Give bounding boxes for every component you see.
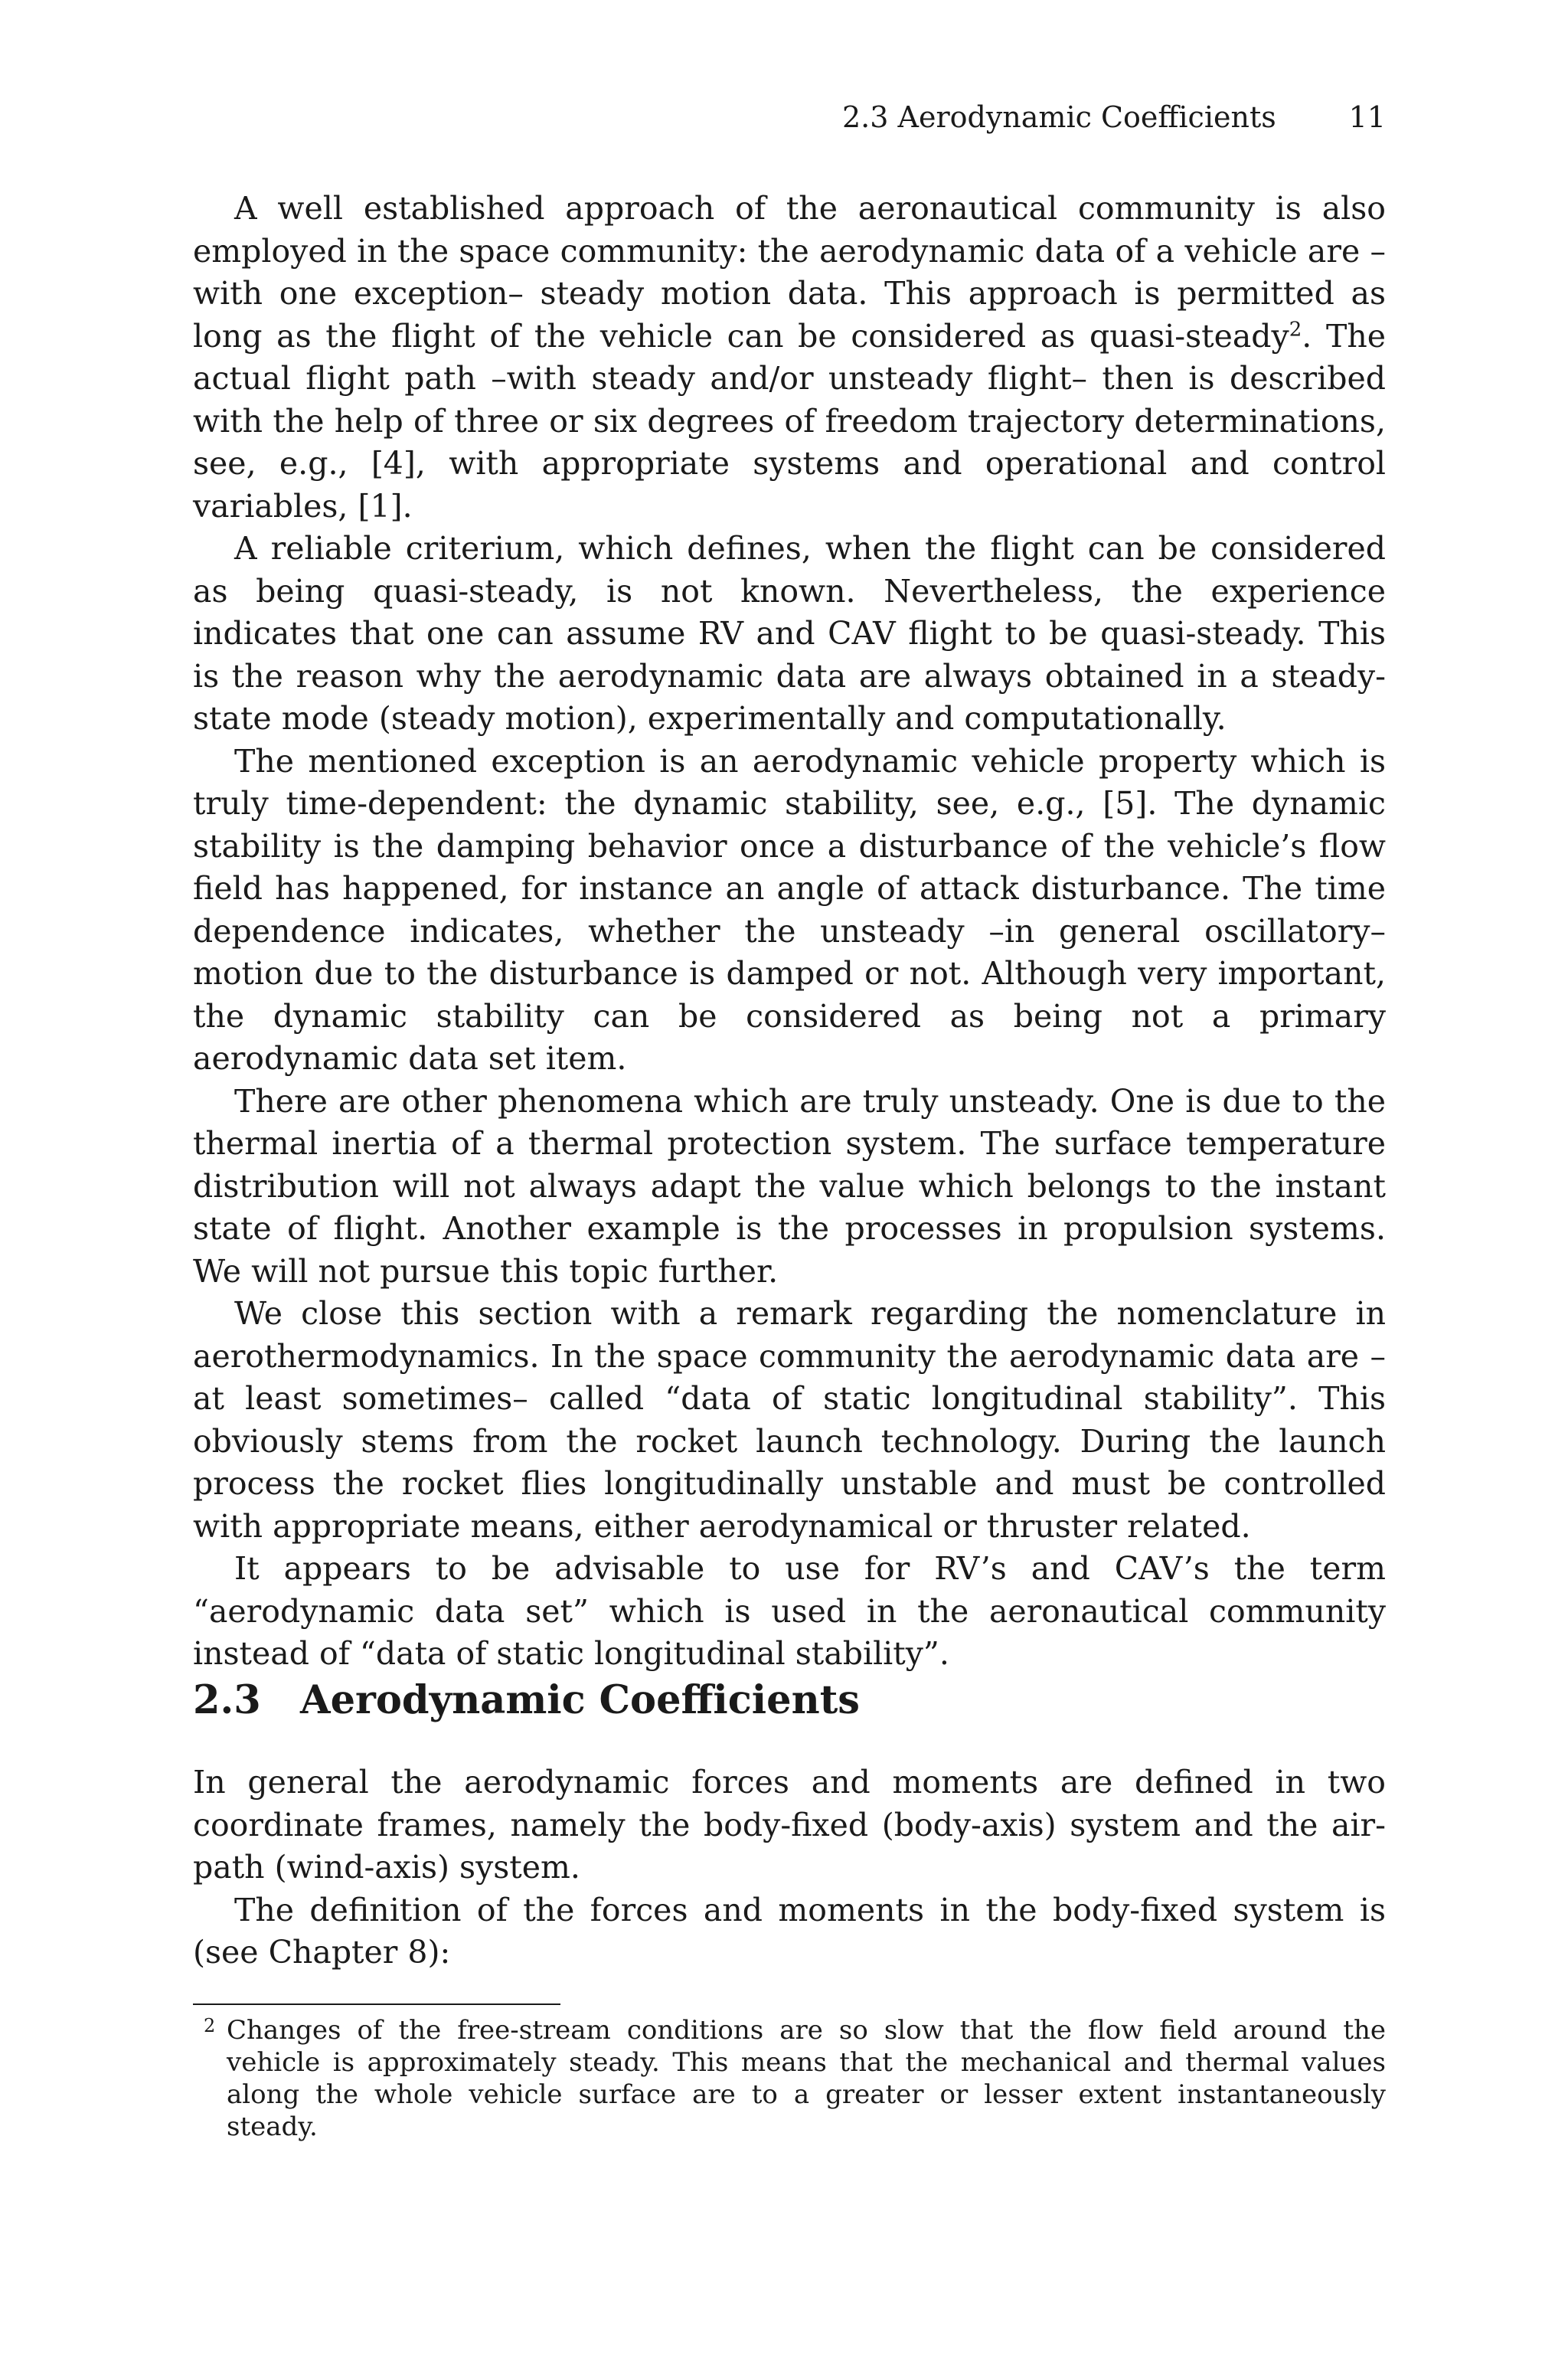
footnote-reference: 2: [1289, 317, 1302, 341]
body-text: [193, 188, 1386, 1676]
running-head-title: 2.3 Aerodynamic Coefficients: [842, 100, 1276, 134]
paragraph: [193, 188, 1386, 528]
section-title: Aerodynamic Coefficients: [300, 1677, 860, 1723]
section-paragraph: The definition of the forces and moments in the body-fixed system is (see Chapter 8):: [193, 1891, 1386, 1971]
page-number: 11: [1348, 100, 1386, 134]
section-paragraph: In general the aerodynamic forces and moments are defined in two coordinate frames, namely the body-fixed (body-axis) system and the air-path (wind-axis) system.: [193, 1764, 1386, 1886]
paragraph: We close this section with a remark regarding the nomenclature in aerothermodynamics. In the space community the aerodynamic data are –at least sometimes– called “data of static longitudinal stability”. This obviously stems from the rocket launch technology. During the launch process the rocket flies longitudinally unstable and must be controlled with appropriate means, either aerodynamical or thruster related.: [193, 1295, 1386, 1545]
paragraph: There are other phenomena which are truly unsteady. One is due to the thermal inertia of a thermal protection system. The surface temperature distribution will not always adapt the value which belongs to the instant state of flight. Another example is the processes in propulsion systems. We will not pursue this topic further.: [193, 1082, 1386, 1290]
footnote-mark: 2: [204, 2015, 216, 2036]
section-heading: [193, 1673, 1386, 1727]
paragraph: The mentioned exception is an aerodynamic vehicle property which is truly time-dependent: the dynamic stability, see, e.g., [5]. The dynamic stability is the damping behavior once a disturbance of the vehicle’s flow field has happened, for instance an angle of attack disturbance. The time dependence indicates, whether the unsteady –in general oscillatory– motion due to the disturbance is damped or not. Although very important, the dynamic stability can be considered as being not a primary aerodynamic data set item.: [193, 742, 1386, 1077]
paragraph: A reliable criterium, which defines, when the flight can be considered as being quasi-steady, is not known. Nevertheless, the experience indicates that one can assume RV and CAV flight to be quasi-steady. This is the reason why the aerodynamic data are always obtained in a steady-state mode (steady motion), experimentally and computationally.: [193, 530, 1386, 737]
paragraph-text: A well established approach of the aeronautical community is also employed in the space community: the aerodynamic data of a vehicle are –with one exception– steady motion data. This approach is permitted as long as the flight of the vehicle can be considered as quasi-steady: [193, 190, 1386, 355]
section-number: 2.3: [193, 1677, 261, 1723]
paragraph: It appears to be advisable to use for RV’s and CAV’s the term “aerodynamic data set” which is used in the aeronautical community instead of “data of static longitudinal stability”.: [193, 1550, 1386, 1672]
footnote-divider: [193, 2003, 560, 2005]
running-head: [842, 98, 1386, 136]
paragraph-text-continued: . The actual flight path –with steady and/or unsteady flight– then is described with the help of three or six degrees of freedom trajectory determinations, see, e.g., [4], with appropriate systems and operational and control variables, [1].: [193, 317, 1386, 525]
footnote: [193, 2014, 1386, 2143]
section-body: [193, 1761, 1386, 1974]
footnote-text: Changes of the free-stream conditions are so slow that the flow field around the vehicle is approximately steady. This means that the mechanical and thermal values along the whole vehicle surface are to a greater or lesser extent instantaneously steady.: [227, 2015, 1386, 2142]
